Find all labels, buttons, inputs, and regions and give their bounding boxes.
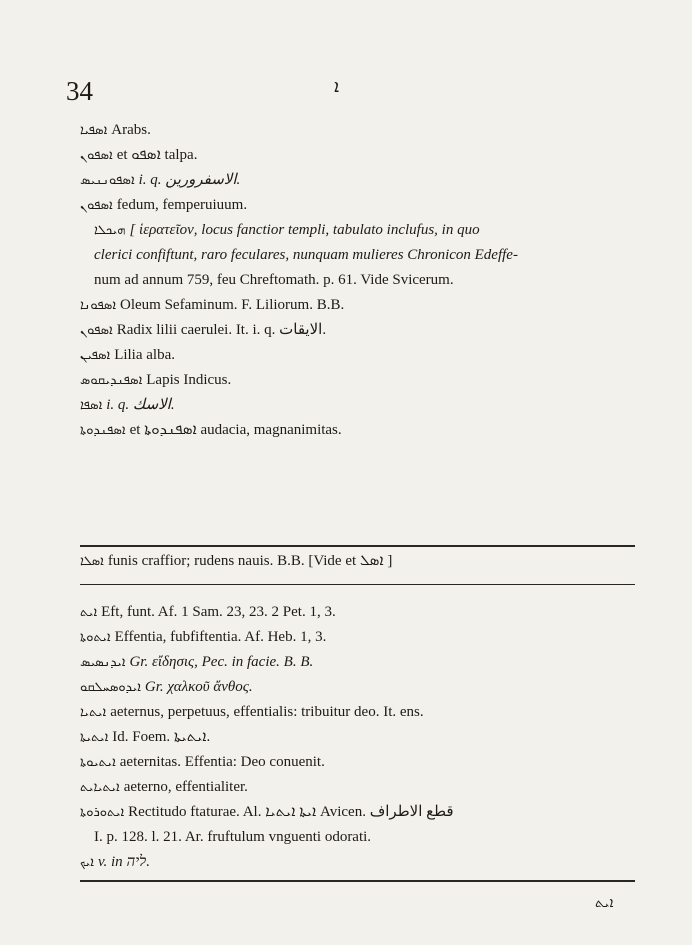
catchword: ܐܝܬ: [595, 895, 614, 911]
syriac-headword: ܐܝܬܝܘܬܐ: [80, 755, 116, 770]
entry: [80, 418, 640, 443]
syriac-headword: ܐܝܬ: [80, 605, 98, 620]
syriac-headword: ܐܝܬܝܐ: [80, 705, 107, 720]
syriac-headword: ܐܝܬܝܐܝܬ: [80, 780, 120, 795]
entry-text: clerici confiftunt, raro feculares, nunquam mulieres Chronicon Edeffe-: [94, 247, 518, 263]
entry-text: num ad annum 759, feu Chreftomath. p. 61. Vide Svicerum.: [94, 272, 454, 288]
entry-text: aeterno, effentialiter.: [123, 779, 248, 795]
entry-text: Radix lilii caerulei. It. i. q. الايقات.: [116, 322, 327, 338]
syriac-headword: ܐܝܬܝܬܐ: [80, 730, 109, 745]
entry-continuation: [80, 268, 640, 293]
entry-text: i. q. الاسفرورين.: [138, 172, 241, 188]
entry-text: et ܐܣܦܘ talpa.: [116, 147, 198, 163]
entry-text: aeternus, perpetuus, effentialis: tribuitur deo. It. ens.: [110, 704, 424, 720]
syriac-headword: ܐܝܬܘܪܘܬܐ: [80, 805, 125, 820]
syriac-headword: ܐܣܦܘܢ: [80, 148, 113, 163]
entry: [80, 193, 640, 218]
syriac-headword: ܗܝܟܠܐ: [94, 223, 126, 238]
syriac-headword: ܐܣܦܝܢ: [80, 348, 111, 363]
entry-text: Oleum Sefaminum. F. Liliorum. B.B.: [120, 297, 345, 313]
entry-continuation: [80, 825, 640, 850]
entry-text: [ ἱερατεῖον, locus fanctior templi, tabulato inclufus, in quo: [129, 222, 480, 238]
entry: [80, 118, 640, 143]
entry-text: v. in ליה.: [97, 854, 150, 870]
entry-text: i. q. الاسك.: [106, 397, 175, 413]
section-rule-bottom: [80, 584, 635, 585]
entry: [80, 625, 640, 650]
syriac-headword: ܐܝܕܢܣܝܣ: [80, 655, 126, 670]
entry: [80, 800, 640, 825]
entry-text: Lilia alba.: [114, 347, 175, 363]
entry-text: Gr. εἴδησις, Pec. in facie. B. B.: [129, 654, 314, 670]
entry: [80, 750, 640, 775]
entry-text: fedum, femperuiuum.: [116, 197, 248, 213]
entry: [80, 700, 640, 725]
syriac-headword: ܐܣܦܘܢܢܝܣ: [80, 173, 135, 188]
header-glyph: ܐ: [334, 76, 340, 96]
entry-text: et ܐܣܦܢܕܘܬܐ audacia, magnanimitas.: [129, 422, 342, 438]
syriac-headword: ܐܣܠܐ: [80, 554, 104, 569]
syriac-headword: ܐܣܦܘܢܐ: [80, 298, 116, 313]
syriac-headword: ܐܣܦܢܕܘܬܐ: [80, 423, 126, 438]
syriac-headword: ܐܝܬܘܬܐ: [80, 630, 111, 645]
entries-block-1: [80, 118, 640, 443]
footer-rule: [80, 880, 635, 882]
entry-text: aeternitas. Effentia: Deo conuenit.: [119, 754, 325, 770]
page-number: 34: [66, 76, 93, 106]
section-rule-top: [80, 545, 635, 547]
entry-text: Effentia, fubfiftentia. Af. Heb. 1, 3.: [114, 629, 327, 645]
entry-text: Id. Foem. ܐܝܬܝܬܐ.: [112, 729, 211, 745]
entry: [80, 850, 640, 875]
entry-text: Eft, funt. Af. 1 Sam. 23, 23. 2 Pet. 1, 3.: [101, 604, 336, 620]
entry: [80, 725, 640, 750]
entry: [80, 393, 640, 418]
entry-text: I. p. 128. l. 21. Ar. fruftulum vnguenti odorati.: [94, 829, 372, 845]
entry-text: Rectitudo ftaturae. Al. ܐܝܬܐ ܐܝܬܝܐ Avicen. قطع الاطراف: [128, 804, 454, 820]
entry: [80, 143, 640, 168]
entries-block-2: [80, 600, 640, 875]
syriac-headword: ܐܣܦܐ: [80, 398, 103, 413]
syriac-headword: ܐܣܦܝܐ: [80, 123, 108, 138]
syriac-headword: ܐܣܦܘܢ: [80, 198, 113, 213]
entry-text: Arabs.: [111, 122, 151, 138]
entry-text: funis craffior; rudens nauis. B.B. [Vide et ܐܣܠ ]: [107, 553, 393, 569]
entry-continuation: [80, 243, 640, 268]
entry: [80, 675, 640, 700]
entry-text: Gr. χαλκοῦ ἄνθος.: [144, 679, 253, 695]
syriac-headword: ܐܝܟ: [80, 855, 94, 870]
entry: [80, 368, 640, 393]
entry: [80, 218, 640, 243]
divider-entry: [80, 552, 392, 570]
entry: [80, 343, 640, 368]
syriac-headword: ܐܣܦܘܢ: [80, 323, 113, 338]
syriac-headword: ܐܣܦܢܕܝܩܘܣ: [80, 373, 143, 388]
entry: [80, 293, 640, 318]
syriac-headword: ܐܝܕܘܣܚܠܩܘ: [80, 680, 141, 695]
entry: [80, 600, 640, 625]
entry: [80, 775, 640, 800]
entry: [80, 318, 640, 343]
entry-text: Lapis Indicus.: [146, 372, 232, 388]
entry: [80, 650, 640, 675]
entry: [80, 168, 640, 193]
